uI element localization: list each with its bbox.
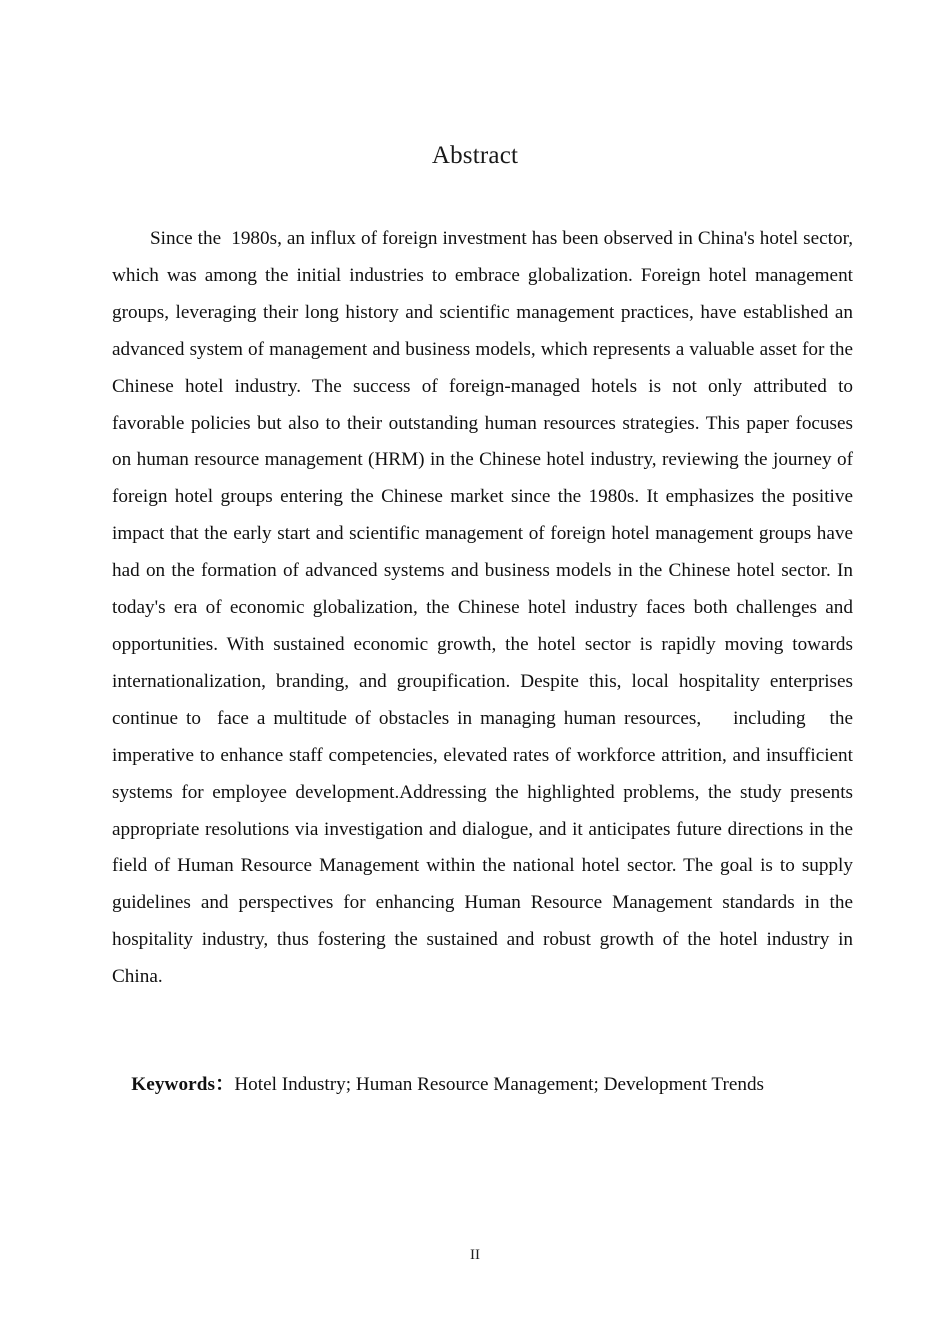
keywords-line xyxy=(112,1040,853,1130)
keywords-label: Keywords xyxy=(131,1074,216,1095)
abstract-body xyxy=(112,221,858,1033)
page-number: II xyxy=(470,1247,480,1263)
keywords-separator: ： xyxy=(215,1074,235,1095)
abstract-paragraph: Since the 1980s, an influx of foreign investment has been observed in China's hotel sector, which was among the initial industries to embrace globalization. Foreign hotel management groups, leveraging their long history and scientific management practices, have established an advanced system of management and business models, which represents a valuable asset for the Chinese hotel industry. The success of foreign-managed hotels is not only attributed to favorable policies but also to their outstanding human resources strategies. This paper focuses on human resource management (HRM) in the Chinese hotel industry, reviewing the journey of foreign hotel groups entering the Chinese market since the 1980s. It emphasizes the positive impact that the early start and scientific management of foreign hotel management groups have had on the formation of advanced systems and business models in the Chinese hotel sector. In today's era of economic globalization, the Chinese hotel industry faces both challenges and opportunities. With sustained economic growth, the hotel sector is rapidly moving towards internationalization, branding, and groupification. Despite this, local hospitality enterprises continue to face a multitude of obstacles in managing human resources, including the imperative to enhance staff competencies, elevated rates of workforce attrition, and insufficient systems for employee development.Addressing the highlighted problems, the study presents appropriate resolutions via investigation and dialogue, and it anticipates future directions in the field of Human Resource Management within the national hotel sector. The goal is to supply guidelines and perspectives for enhancing Human Resource Management standards in the hospitality industry, thus fostering the sustained and robust growth of the hotel industry in China. xyxy=(112,228,858,988)
page-title: Abstract xyxy=(431,141,519,169)
keywords-value: Hotel Industry; Human Resource Management; Development Trends xyxy=(234,1074,765,1095)
